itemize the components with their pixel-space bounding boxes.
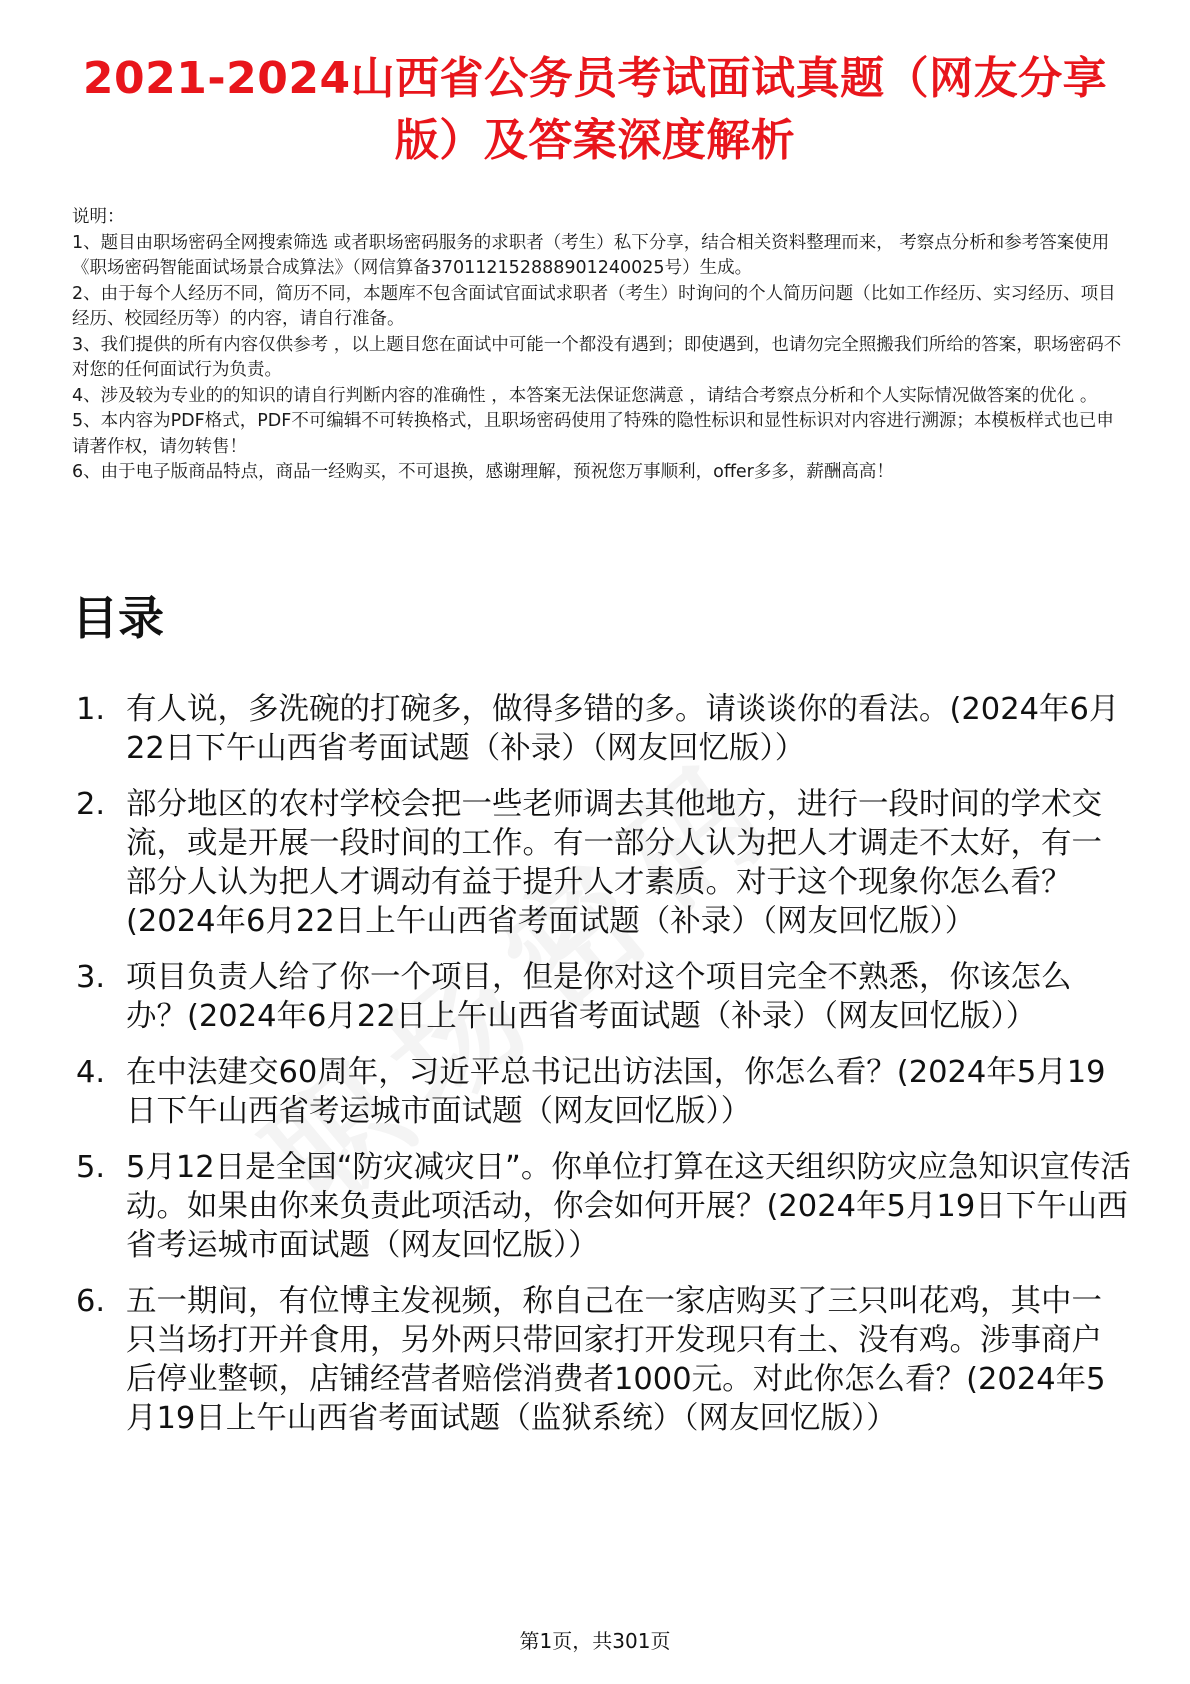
notes-item: 6、由于电子版商品特点，商品一经购买，不可退换，感谢理解，预祝您万事顺利，offer多多，薪酬高高！ bbox=[72, 462, 894, 482]
toc-item-text: 有人说，多洗碗的打碗多，做得多错的多。请谈谈你的看法。(2024年6月22日下午山西省考面试题（补录）（网友回忆版）） bbox=[126, 692, 1120, 766]
toc-item[interactable] bbox=[72, 1148, 1132, 1265]
toc-item[interactable] bbox=[72, 1053, 1132, 1131]
toc-item-number: 5. bbox=[76, 1150, 106, 1185]
toc-item-text: 5月12日是全国“防灾减灾日”。你单位打算在这天组织防灾应急知识宣传活动。如果由你来负责此项活动，你会如何开展？(2024年5月19日下午山西省考运城市面试题（网友回忆版）） bbox=[126, 1150, 1131, 1263]
toc-list bbox=[72, 690, 1132, 1455]
toc-item-text: 部分地区的农村学校会把一些老师调去其他地方，进行一段时间的学术交流，或是开展一段时间的工作。有一部分人认为把人才调走不太好，有一部分人认为把人才调动有益于提升人才素质。对于这个现象你怎么看？(2024年6月22日上午山西省考面试题（补录）（网友回忆版）） bbox=[126, 787, 1102, 939]
toc-item-number: 1. bbox=[76, 692, 106, 727]
toc-item-text: 项目负责人给了你一个项目，但是你对这个项目完全不熟悉，你该怎么办？(2024年6月22日上午山西省考面试题（补录）（网友回忆版）） bbox=[126, 960, 1072, 1034]
toc-item-number: 6. bbox=[76, 1284, 106, 1319]
notes-item: 5、本内容为PDF格式，PDF不可编辑不可转换格式，且职场密码使用了特殊的隐性标识和显性标识对内容进行溯源；本模板样式也已申请著作权，请勿转售！ bbox=[72, 411, 1114, 457]
toc-item-text: 五一期间，有位博主发视频，称自己在一家店购买了三只叫花鸡，其中一只当场打开并食用，另外两只带回家打开发现只有土、没有鸡。涉事商户后停业整顿，店铺经营者赔偿消费者1000元。对此你怎么看？(2024年5月19日上午山西省考面试题（监狱系统）（网友回忆版）） bbox=[126, 1284, 1106, 1436]
document-title: 2021-2024山西省公务员考试面试真题（网友分享版）及答案深度解析 bbox=[82, 53, 1108, 166]
notes-item: 2、由于每个人经历不同，简历不同，本题库不包含面试官面试求职者（考生）时询问的个人简历问题（比如工作经历、实习经历、项目经历、校园经历等）的内容，请自行准备。 bbox=[72, 283, 1116, 329]
toc-item-number: 2. bbox=[76, 787, 106, 822]
toc-heading: 目录 bbox=[72, 591, 164, 645]
notes-section bbox=[72, 205, 1122, 486]
toc-item-number: 3. bbox=[76, 960, 106, 995]
page-footer: 第1页，共301页 bbox=[519, 1629, 671, 1653]
toc-item-number: 4. bbox=[76, 1055, 106, 1090]
toc-item[interactable] bbox=[72, 690, 1132, 768]
toc-item-text: 在中法建交60周年，习近平总书记出访法国，你怎么看？(2024年5月19日下午山西省考运城市面试题（网友回忆版）） bbox=[126, 1055, 1106, 1129]
notes-item: 1、题目由职场密码全网搜索筛选 或者职场密码服务的求职者（考生）私下分享，结合相关资料整理而来， 考察点分析和参考答案使用《职场密码智能面试场景合成算法》（网信算备370112152888901240025号）生成。 bbox=[72, 232, 1110, 278]
notes-item: 3、我们提供的所有内容仅供参考 ，以上题目您在面试中可能一个都没有遇到；即使遇到，也请勿完全照搬我们所给的答案，职场密码不对您的任何面试行为负责。 bbox=[72, 334, 1122, 380]
toc-item[interactable] bbox=[72, 958, 1132, 1036]
toc-item[interactable] bbox=[72, 785, 1132, 941]
notes-item: 4、涉及较为专业的的知识的请自行判断内容的准确性 ，本答案无法保证您满意 ，请结合考察点分析和个人实际情况做答案的优化 。 bbox=[72, 385, 1098, 406]
toc-item[interactable] bbox=[72, 1282, 1132, 1438]
notes-heading: 说明： bbox=[72, 207, 125, 227]
